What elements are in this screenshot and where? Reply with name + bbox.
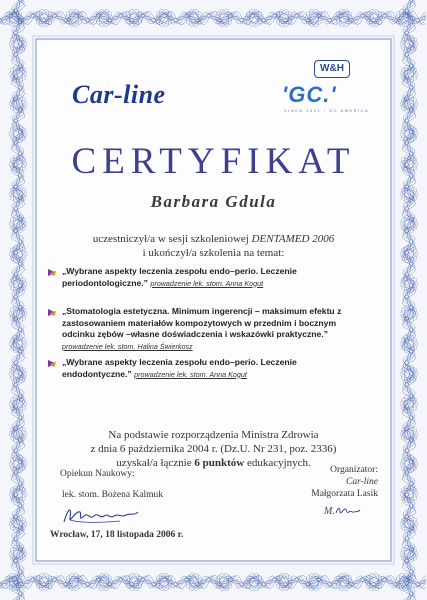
topic-lead: prowadzenie lek. stom. Anna Kogut bbox=[150, 278, 264, 288]
supervisor-name: lek. stom. Bożena Kalmuk bbox=[62, 490, 164, 500]
participant-name: Barbara Gdula bbox=[150, 192, 277, 211]
wh-logo: W&H bbox=[314, 60, 350, 78]
topic-item bbox=[62, 266, 374, 289]
place-and-date: Wrocław, 17, 18 listopada 2006 r. bbox=[50, 530, 184, 540]
organizer-signature bbox=[322, 503, 362, 517]
topic-item bbox=[62, 306, 374, 352]
organizer-company: Car-line bbox=[345, 477, 378, 487]
gc-logo-tagline: SINCE 1921 / GC AMERICA bbox=[284, 108, 370, 113]
topic-title-line: endodontyczne.” bbox=[62, 368, 132, 379]
event-name: DENTAMED 2006 bbox=[251, 233, 335, 245]
topic-lead: prowadzenie lek. stom. Anna Kogut bbox=[134, 369, 247, 379]
basis-line1: Na podstawie rozporządzenia Ministra Zdrowia bbox=[108, 429, 319, 441]
topic-title-line: „Stomatologia estetyczna. Minimum ingerencji – maksimum efektu z bbox=[62, 306, 342, 316]
arrow-bullet-icon bbox=[48, 359, 57, 368]
svg-text:M.: M. bbox=[324, 506, 335, 517]
topic-title-line: „Wybrane aspekty leczenia zespołu endo–perio. Leczenie bbox=[62, 357, 297, 367]
arrow-bullet-icon bbox=[48, 268, 57, 277]
intro-text bbox=[37, 232, 390, 260]
supervisor-label: Opiekun Naukowy: bbox=[60, 469, 135, 479]
arrow-bullet-icon bbox=[48, 308, 57, 317]
topic-title-line: zastosowaniem materiałów kompozytowych w przednim i bocznym bbox=[62, 317, 337, 328]
basis-line3-prefix: uzyskał/a łącznie bbox=[116, 457, 195, 469]
intro-prefix: uczestniczył/a w sesji szkoleniowej bbox=[92, 233, 252, 245]
supervisor-signature bbox=[60, 504, 140, 526]
organizer-label: Organizator: bbox=[330, 465, 378, 475]
topic-title-line: periodontologiczne.” bbox=[62, 277, 148, 288]
basis-line3-suffix: edukacyjnych. bbox=[244, 457, 311, 469]
basis-line2: z dnia 6 października 2004 r. (Dz.U. Nr 231, poz. 2336) bbox=[90, 443, 337, 455]
legal-basis-text bbox=[37, 428, 390, 470]
carline-logo: Car-line bbox=[72, 80, 166, 109]
certificate-title: CERTYFIKAT bbox=[71, 141, 356, 182]
topic-title-line: odcinku zębów –własne doświadczenia i wskazówki praktyczne.” bbox=[62, 329, 329, 339]
gc-logo: 'GC.' bbox=[282, 82, 337, 107]
organizer-name: Małgorzata Lasik bbox=[311, 489, 378, 499]
education-points: 6 punktów bbox=[194, 457, 245, 469]
topic-title-line: „Wybrane aspekty leczenia zespołu endo–perio. Leczenie bbox=[62, 266, 297, 276]
intro-line2: i ukończył/a szkolenia na temat: bbox=[142, 247, 285, 259]
topic-item bbox=[62, 357, 374, 380]
topic-lead: prowadzenie lek. stom. Halina Świerkosz bbox=[62, 341, 193, 351]
